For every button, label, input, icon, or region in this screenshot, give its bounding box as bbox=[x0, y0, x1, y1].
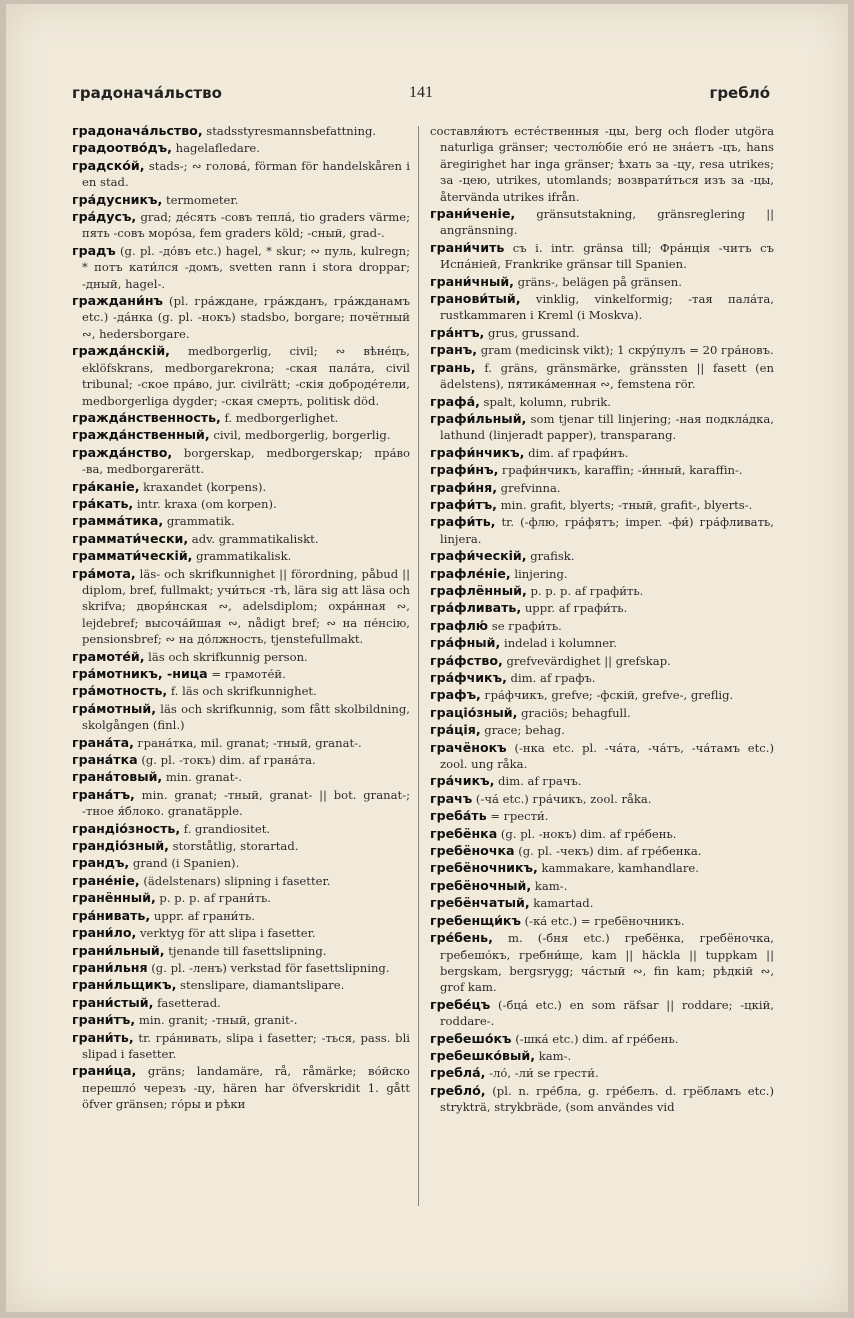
definition: (g. pl. -до́въ etc.) hagel, * skur; ∾ пуль, kulregn; * потъ кати́лся -домъ, svetten rann i stora droppar; -дный, hagel-. bbox=[82, 243, 410, 291]
definition: m. (-бня etc.) гребёнка, гребёночка, гребешо́къ, гребни́ще, kam || häckla || tuppkam || bergskam, bergsrygg; ча́стый ∾, fin kam; рѣдкій ∾, grof kam. bbox=[440, 931, 774, 995]
dictionary-entry bbox=[430, 653, 774, 669]
headword: грандіо́зность, bbox=[72, 820, 181, 836]
headword: гране́ніе, bbox=[72, 872, 140, 888]
headword: градъ bbox=[72, 242, 116, 258]
headword: графлённый, bbox=[430, 582, 527, 598]
definition: stads-; ∾ голова́, förman för handelskåren i en stad. bbox=[82, 158, 410, 190]
dictionary-entry bbox=[72, 513, 410, 529]
headword: грани́ть, bbox=[72, 1029, 134, 1045]
dictionary-entry bbox=[72, 1012, 410, 1028]
headword: грани́ца, bbox=[72, 1063, 137, 1079]
headword: графа́, bbox=[430, 393, 480, 409]
definition: составля́ютъ есте́ственныя -цы, berg och floder utgöra naturliga gränser; честолю́біе его́ не зна́етъ -цъ, hans äregirighet har inga gränser; ѣхать за -цу, resa utrikes; за -цею, utrikes, utomlands; возврати́ться изъ за -цы, återvända utrikes ifrån. bbox=[430, 124, 774, 204]
page-number: 141 bbox=[409, 84, 433, 101]
definition: graciös; behagfull. bbox=[517, 705, 631, 720]
headword: гребешко́вый, bbox=[430, 1047, 536, 1063]
headword: грани́тъ, bbox=[72, 1012, 136, 1028]
definition: uppr. af графи́ть. bbox=[521, 601, 628, 616]
dictionary-entry bbox=[72, 855, 410, 871]
dictionary-entry bbox=[72, 1030, 410, 1063]
headword: графи́ня, bbox=[430, 479, 497, 495]
headword: гребёнчатый, bbox=[430, 895, 530, 911]
headword: грани́чный, bbox=[430, 273, 514, 289]
dictionary-entry bbox=[72, 1063, 410, 1112]
headword: гранови́тый, bbox=[430, 291, 521, 307]
definition: (pl. гра́ждане, гра́жданъ, гра́жданамъ etc.) -да́нка (g. pl. -нокъ) stadsbo, borgare; почётный ∾, hedersborgare. bbox=[82, 294, 410, 341]
dictionary-entry bbox=[72, 496, 410, 512]
dictionary-entry bbox=[430, 514, 774, 547]
headword: гребе́цъ bbox=[430, 996, 491, 1012]
dictionary-entry bbox=[72, 243, 410, 292]
headword: гра́каніе, bbox=[72, 478, 140, 494]
dictionary-entry bbox=[72, 479, 410, 495]
definition: termometer. bbox=[162, 192, 239, 207]
dictionary-entry bbox=[430, 878, 774, 894]
headword: грандъ, bbox=[72, 855, 130, 871]
definition: stadsstyresmannsbefattning. bbox=[202, 124, 377, 138]
definition: civil, medborgerlig, borgerlig. bbox=[209, 428, 391, 443]
dictionary-entry bbox=[430, 1083, 774, 1116]
dictionary-entry bbox=[430, 1065, 774, 1081]
headword: гражда́нственность, bbox=[72, 409, 221, 425]
definition: kraxandet (korpens). bbox=[139, 479, 267, 494]
definition: dim. af графи́нъ. bbox=[524, 445, 629, 460]
dictionary-entry bbox=[72, 445, 410, 478]
definition: (-ка́ etc.) = гребёночникъ. bbox=[520, 913, 685, 928]
headword: гра́дусникъ, bbox=[72, 191, 163, 207]
headword: граждани́нъ bbox=[72, 293, 163, 309]
dictionary-entry bbox=[72, 977, 410, 993]
dictionary-entry bbox=[72, 838, 410, 854]
right-column bbox=[430, 123, 774, 1117]
headword: гребло́, bbox=[430, 1082, 486, 1098]
definition: p. p. p. af грани́ть. bbox=[155, 891, 271, 906]
dictionary-entry bbox=[430, 600, 774, 616]
headword: гре́бень, bbox=[430, 930, 493, 946]
dictionary-entry bbox=[430, 670, 774, 686]
definition: (g. pl. -ленъ) verkstad för fasettslipning. bbox=[147, 960, 390, 975]
definition: grafisk. bbox=[526, 549, 575, 564]
definition: tr. гра́нивать, slipa i fasetter; -ться, pass. bli slipad i fasetter. bbox=[82, 1030, 410, 1061]
definition: gränsutstakning, gränsreglering || angränsning. bbox=[440, 207, 774, 238]
definition: läs och skrifkunnig person. bbox=[144, 649, 308, 664]
definition: (-нка etc. pl. -ча́та, -ча́тъ, -ча́тамъ etc.) zool. ung råka. bbox=[440, 740, 774, 772]
headword: граціо́зный, bbox=[430, 704, 518, 720]
headword: гра́нивать, bbox=[72, 907, 151, 923]
dictionary-entry bbox=[72, 123, 410, 139]
definition: графи́нчикъ, karaffin; -и́нный, karaffin-. bbox=[498, 463, 743, 478]
dictionary-entry bbox=[72, 960, 410, 976]
dictionary-entry bbox=[72, 890, 410, 906]
definition: läs- och skrifkunnighet || förordning, påbud || diplom, bref, fullmakt; учи́ться -тѣ, lära sig att läsa och skrifva; дворя́нская ∾, adelsdiplom; охра́нная ∾, lejdebref; высоча́йшая ∾, nådigt bref; ∾ на пе́нсію, pensionsbref; ∾ на до́лжность, tjenstefullmakt. bbox=[82, 566, 410, 647]
headword: грани́льный, bbox=[72, 942, 165, 958]
headword: гранённый, bbox=[72, 890, 156, 906]
dictionary-entry bbox=[72, 995, 410, 1011]
definition: se графи́ть. bbox=[488, 618, 562, 633]
definition: grad; де́сять -совъ тепла́, tio graders värme; пять -совъ моро́за, fem graders köld; -сный, grad-. bbox=[82, 210, 410, 241]
definition: grus, grussand. bbox=[484, 325, 580, 340]
dictionary-entry bbox=[72, 943, 410, 959]
definition: linjering. bbox=[510, 566, 568, 581]
definition: f. gräns, gränsmärke, gränssten || fasett (en ädelstens), пятика́менная ∾, femstena rör. bbox=[440, 360, 774, 392]
headword: грань, bbox=[430, 359, 476, 375]
running-head-right: гребло́ bbox=[709, 84, 770, 102]
headword: гра́мотность, bbox=[72, 683, 168, 699]
dictionary-entry bbox=[430, 740, 774, 773]
dictionary-entry bbox=[72, 410, 410, 426]
definition: indelad i kolumner. bbox=[500, 636, 618, 651]
headword: грани́ченіе, bbox=[430, 206, 516, 222]
definition: grammatik. bbox=[163, 514, 235, 529]
headword: граммати́ческій, bbox=[72, 548, 193, 564]
dictionary-page bbox=[6, 4, 848, 1312]
definition: grace; behag. bbox=[480, 723, 565, 738]
headword: гра́чикъ, bbox=[430, 773, 495, 789]
headword: гра́ція, bbox=[430, 722, 481, 738]
dictionary-entry bbox=[430, 360, 774, 393]
dictionary-entry bbox=[430, 325, 774, 341]
dictionary-entry bbox=[430, 342, 774, 358]
dictionary-entry bbox=[430, 462, 774, 478]
dictionary-entry bbox=[72, 821, 410, 837]
definition: (ädelstenars) slipning i fasetter. bbox=[139, 873, 331, 888]
definition: gram (medicinsk vikt); 1 скру́пулъ = 20 гра́новъ. bbox=[477, 343, 774, 358]
dictionary-entry bbox=[430, 1048, 774, 1064]
dictionary-entry bbox=[72, 701, 410, 734]
dictionary-entry bbox=[72, 548, 410, 564]
headword: графъ, bbox=[430, 687, 481, 703]
dictionary-entry bbox=[430, 394, 774, 410]
dictionary-entry bbox=[430, 240, 774, 273]
dictionary-entry bbox=[72, 925, 410, 941]
definition: borgerskap, medborgerskap; пра́во -ва, medborgarerätt. bbox=[82, 445, 410, 477]
headword: гребёночникъ, bbox=[430, 860, 538, 876]
dictionary-entry bbox=[430, 687, 774, 703]
headword: гра́нтъ, bbox=[430, 324, 485, 340]
headword: градско́й, bbox=[72, 157, 145, 173]
dictionary-entry bbox=[430, 930, 774, 996]
dictionary-entry bbox=[430, 826, 774, 842]
definition: läs och skrifkunnig, som fått skolbildning, skolgången (finl.) bbox=[82, 701, 410, 733]
headword: грани́льщикъ, bbox=[72, 977, 177, 993]
definition: (-ча́ etc.) гра́чикъ, zool. råka. bbox=[472, 791, 652, 806]
headword: гребёночка bbox=[430, 843, 515, 859]
headword: граммати́чески, bbox=[72, 530, 189, 546]
headword: градонача́льство, bbox=[72, 123, 203, 138]
definition: kamartad. bbox=[529, 896, 594, 911]
definition: min. grafit, blyerts; -тный, grafit-, blyerts-. bbox=[496, 497, 753, 512]
definition: грана́тка, mil. granat; -тный, granat-. bbox=[133, 735, 362, 750]
headword: гра́мота, bbox=[72, 565, 136, 581]
definition: tjenande till fasettslipning. bbox=[164, 943, 327, 958]
headword: гранъ, bbox=[430, 342, 478, 358]
dictionary-entry bbox=[430, 274, 774, 290]
headword: грамоте́й, bbox=[72, 648, 145, 664]
headword: грачъ bbox=[430, 790, 473, 806]
headword: грана́тка bbox=[72, 752, 138, 768]
definition: min. granat; -тный, granat- || bot. granat-; -тное я́блоко. granatäpple. bbox=[82, 787, 410, 819]
dictionary-entry bbox=[430, 997, 774, 1030]
headword: гребла́, bbox=[430, 1065, 486, 1081]
headword: гра́фливать, bbox=[430, 600, 522, 616]
definition: f. grandiositet. bbox=[180, 821, 271, 836]
definition: kammakare, kamhandlare. bbox=[537, 861, 699, 876]
headword: грани́льня bbox=[72, 959, 148, 975]
definition: kam-. bbox=[531, 878, 568, 893]
dictionary-entry bbox=[72, 908, 410, 924]
dictionary-entry bbox=[72, 531, 410, 547]
dictionary-entry bbox=[72, 158, 410, 191]
dictionary-entry bbox=[72, 649, 410, 665]
headword: графи́ть, bbox=[430, 514, 496, 530]
definition: grefvinna. bbox=[496, 480, 561, 495]
dictionary-entry bbox=[430, 791, 774, 807]
dictionary-entry bbox=[72, 787, 410, 820]
dictionary-entry bbox=[72, 192, 410, 208]
dictionary-entry bbox=[72, 735, 410, 751]
dictionary-entry bbox=[430, 583, 774, 599]
headword: гражда́нство, bbox=[72, 444, 173, 460]
headword: гра́дусъ, bbox=[72, 209, 137, 225]
definition: hagelafledare. bbox=[171, 141, 260, 156]
headword: грани́стый, bbox=[72, 994, 154, 1010]
definition: grefvevärdighet || grefskap. bbox=[502, 653, 671, 668]
headword: грани́чить bbox=[430, 239, 505, 255]
definition: dim. af графъ. bbox=[506, 671, 596, 685]
dictionary-entry bbox=[430, 480, 774, 496]
dictionary-entry bbox=[72, 209, 410, 242]
definition: съ i. intr. gränsa till; Фра́нція -читъ съ Испа́ніей, Frankrike gränsar till Spanien. bbox=[440, 240, 774, 272]
definition: gräns; landamäre, rå, råmärke; во́йско перешло́ черезъ -цу, hären har öfverskridit 1. gått öfver gränsen; го́ры и рѣки bbox=[82, 1064, 410, 1112]
definition: = грамоте́й. bbox=[207, 667, 286, 681]
headword: гра́кать, bbox=[72, 495, 134, 511]
running-head-left: градонача́льство bbox=[72, 84, 222, 102]
dictionary-entry bbox=[430, 123, 774, 205]
dictionary-entry bbox=[72, 666, 410, 682]
definition: grammatikalisk. bbox=[192, 549, 292, 564]
headword: грачёнокъ bbox=[430, 739, 507, 755]
dictionary-entry bbox=[430, 773, 774, 789]
definition: grand (i Spanien). bbox=[129, 856, 240, 871]
page-header bbox=[72, 84, 770, 110]
definition: fasetterad. bbox=[153, 995, 221, 1010]
definition: uppr. af грани́ть. bbox=[150, 908, 255, 923]
dictionary-entry bbox=[72, 140, 410, 156]
headword: грана́товый, bbox=[72, 769, 163, 785]
definition: som tjenar till linjering; -ная подкла́дка, lathund (linjeradt papper), transparang. bbox=[440, 411, 774, 443]
definition: p. p. p. af графи́ть. bbox=[526, 583, 644, 598]
definition: (pl. n. гре́бла, g. гре́белъ. d. грёбламъ etc.) strykträ, strykbräde, (som användes vid bbox=[440, 1083, 774, 1115]
definition: storståtlig, storartad. bbox=[168, 839, 299, 854]
definition: vinklig, vinkelformig; -тая пала́та, rustkammaren i Kreml (i Moskva). bbox=[440, 292, 774, 323]
headword: графле́ніе, bbox=[430, 565, 511, 581]
definition: kam-. bbox=[535, 1048, 572, 1063]
dictionary-entry bbox=[430, 913, 774, 929]
definition: adv. grammatikaliskt. bbox=[188, 531, 319, 546]
headword: грани́ло, bbox=[72, 925, 137, 941]
headword: гра́фство, bbox=[430, 652, 503, 668]
dictionary-entry bbox=[430, 445, 774, 461]
dictionary-entry bbox=[430, 722, 774, 738]
dictionary-entry bbox=[430, 635, 774, 651]
headword: гра́мотный, bbox=[72, 700, 157, 716]
dictionary-entry bbox=[430, 1031, 774, 1047]
headword: графи́нчикъ, bbox=[430, 444, 525, 460]
definition: spalt, kolumn, rubrik. bbox=[479, 394, 611, 409]
definition: -ло́, -ли́ se грести́. bbox=[485, 1066, 599, 1081]
headword: гражда́нственный, bbox=[72, 427, 210, 443]
headword: грамма́тика, bbox=[72, 513, 164, 529]
definition: verktyg för att slipa i fasetter. bbox=[136, 926, 316, 941]
dictionary-entry bbox=[430, 895, 774, 911]
definition: гра́фчикъ, grefve; -фскій, grefve-, greflig. bbox=[480, 688, 734, 703]
definition: (-бца́ etc.) en som räfsar || roddare; -цкій, roddare-. bbox=[440, 997, 774, 1029]
headword: греба́ть bbox=[430, 808, 487, 824]
definition: (g. pl. -токъ) dim. af грана́та. bbox=[137, 753, 316, 768]
definition: f. medborgerlighet. bbox=[220, 410, 339, 425]
definition: (g. pl. -чекъ) dim. af гре́бенка. bbox=[514, 844, 702, 859]
dictionary-entry bbox=[430, 566, 774, 582]
dictionary-entry bbox=[72, 683, 410, 699]
headword: графи́тъ, bbox=[430, 496, 497, 512]
headword: грана́та, bbox=[72, 734, 134, 750]
dictionary-entry bbox=[430, 548, 774, 564]
dictionary-entry bbox=[430, 843, 774, 859]
headword: грандіо́зный, bbox=[72, 838, 169, 854]
headword: гра́фный, bbox=[430, 635, 501, 651]
dictionary-entry bbox=[430, 497, 774, 513]
dictionary-entry bbox=[72, 769, 410, 785]
dictionary-entry bbox=[72, 343, 410, 409]
headword: градоотво́дъ, bbox=[72, 140, 172, 156]
headword: графлю́ bbox=[430, 617, 489, 633]
headword: гребёнка bbox=[430, 825, 498, 841]
definition: (-шка́ etc.) dim. af гре́бень. bbox=[511, 1031, 679, 1046]
dictionary-entry bbox=[430, 705, 774, 721]
dictionary-entry bbox=[430, 860, 774, 876]
definition: = грести́. bbox=[486, 809, 549, 824]
headword: гребенщи́къ bbox=[430, 912, 521, 928]
dictionary-entry bbox=[72, 293, 410, 342]
headword: гребешо́къ bbox=[430, 1030, 512, 1046]
headword: графи́нъ, bbox=[430, 462, 499, 478]
dictionary-entry bbox=[430, 808, 774, 824]
headword: гребёночный, bbox=[430, 877, 532, 893]
left-column bbox=[72, 123, 410, 1114]
definition: stenslipare, diamantslipare. bbox=[176, 978, 345, 993]
dictionary-entry bbox=[430, 411, 774, 444]
definition: min. granat-. bbox=[162, 770, 242, 785]
dictionary-entry bbox=[430, 206, 774, 239]
headword: графи́ческій, bbox=[430, 548, 527, 564]
column-divider bbox=[418, 126, 419, 1206]
dictionary-entry bbox=[72, 752, 410, 768]
headword: грана́тъ, bbox=[72, 786, 135, 802]
headword: гра́мотникъ, -ница bbox=[72, 666, 208, 681]
headword: графи́льный, bbox=[430, 410, 527, 426]
definition: intr. kraxa (om korpen). bbox=[133, 496, 277, 511]
dictionary-entry bbox=[72, 873, 410, 889]
definition: min. granit; -тный, granit-. bbox=[135, 1013, 298, 1028]
dictionary-entry bbox=[430, 291, 774, 324]
dictionary-entry bbox=[72, 566, 410, 648]
definition: gräns-, belägen på gränsen. bbox=[513, 274, 682, 289]
definition: (g. pl. -нокъ) dim. af гре́бень. bbox=[497, 826, 677, 841]
definition: dim. af грачъ. bbox=[494, 774, 582, 789]
headword: гра́фчикъ, bbox=[430, 670, 507, 685]
dictionary-entry bbox=[430, 618, 774, 634]
definition: medborgerlig, civil; ∾ вѣне́цъ, eklöfskrans, medborgarekrona; -ская пала́та, civil tribunal; -ское пра́во, jur. civilrätt; -скія доброде́тели, medborgerliga dygder; -ская смерть, politisk död. bbox=[82, 344, 410, 408]
definition: tr. (-флю, гра́фятъ; imper. -фи́) гра́фливать, linjera. bbox=[440, 515, 774, 546]
headword: гражда́нскій, bbox=[72, 343, 170, 359]
definition: f. läs och skrifkunnighet. bbox=[167, 684, 317, 699]
dictionary-entry bbox=[72, 427, 410, 443]
